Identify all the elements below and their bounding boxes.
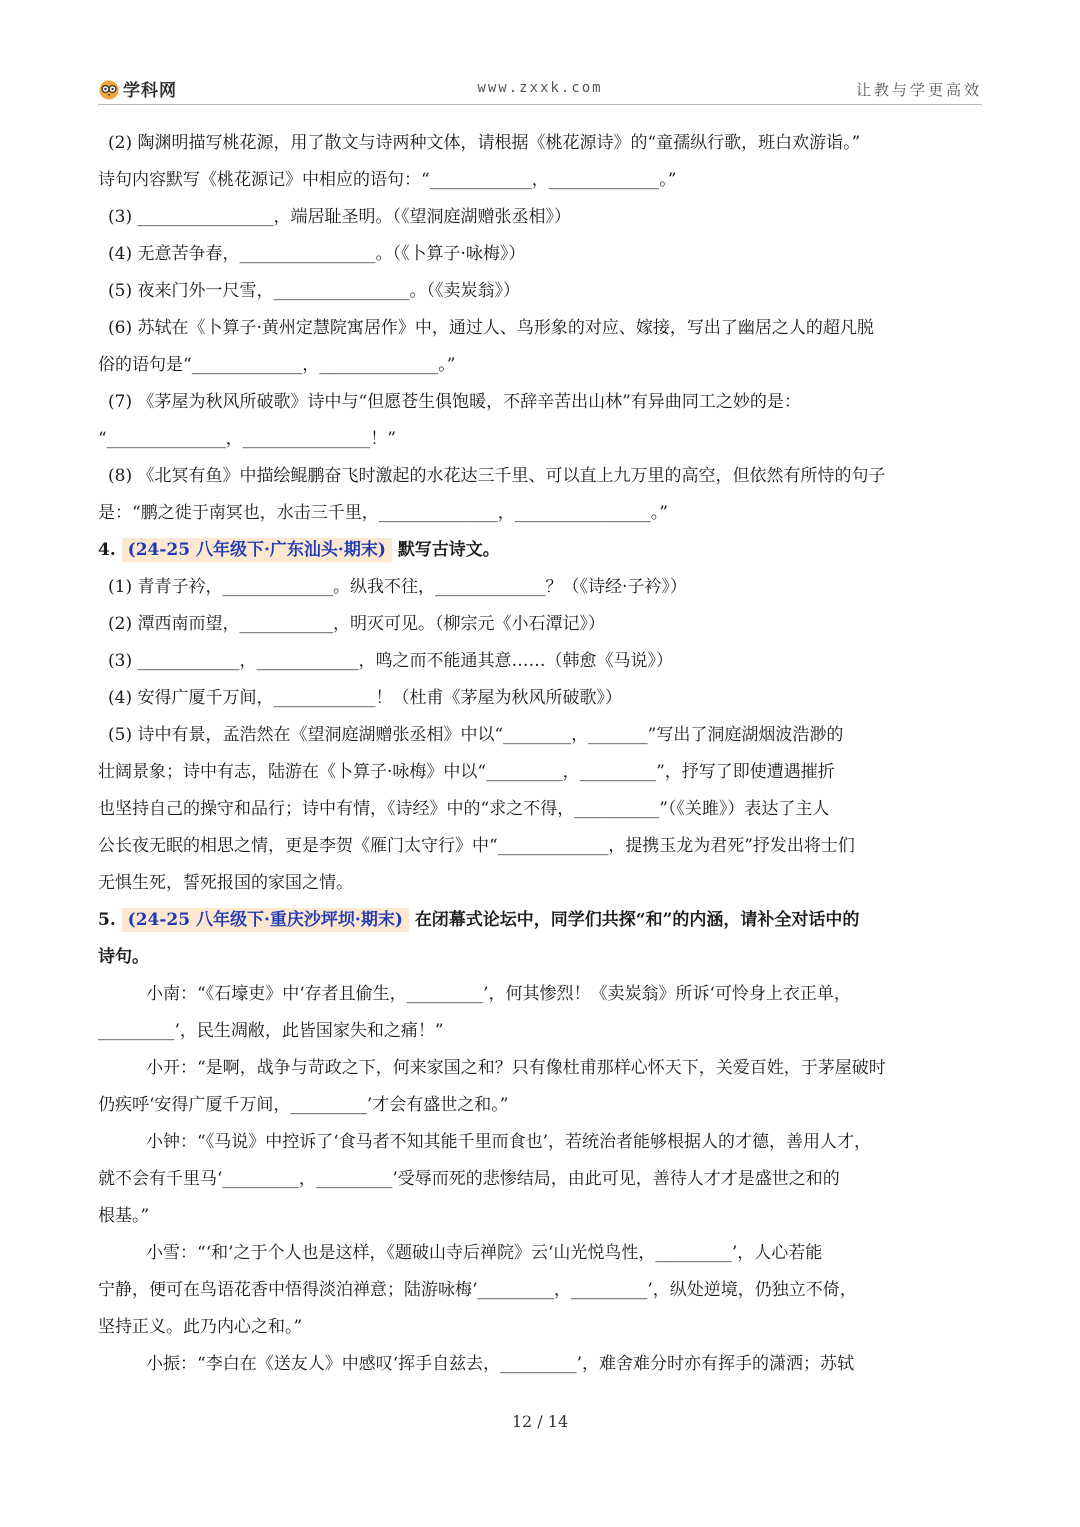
text-line: (5) 夜来门外一尺雪，________________。（《卖炭翁》） [108,281,520,301]
site-url: www.zxxk.com [477,80,603,96]
text-line: 就不会有千里马‘_________，_________’受辱而死的悲惨结局，由此可见，善待人才才是盛世之和的 [98,1169,840,1189]
text-line: 无惧生死，誓死报国的家国之情。 [98,873,353,893]
text-line: (3) ________________，端居耻圣明。（《望洞庭湖赠张丞相》） [108,207,571,227]
text-line: 小钟：“《马说》中控诉了‘食马者不知其能千里而食也’，若统治者能够根据人的才德，善用人才， [146,1132,871,1152]
document-body [98,125,982,1383]
question-number: 4. [98,540,116,560]
page-number: 12 / 14 [511,1412,569,1431]
text-line: (3) ____________，____________，鸣之而不能通其意……（韩愈《马说》） [108,651,673,671]
text-line: 小开：“是啊，战争与苛政之下，何来家国之和？只有像杜甫那样心怀天下，关爱百姓，于茅屋破时 [146,1058,886,1078]
text-line: “______________，_______________！” [98,429,396,449]
text-line: (6) 苏轼在《卜算子·黄州定慧院寓居作》中，通过人、鸟形象的对应、嫁接，写出了幽居之人的超凡脱 [108,318,874,338]
source-tag: (24-25 八年级下·重庆沙坪坝·期末) [122,908,409,932]
text-line: (5) 诗中有景，孟浩然在《望洞庭湖赠张丞相》中以“________，_______”写出了洞庭湖烟波浩渺的 [108,725,844,745]
text-line: (7) 《茅屋为秋风所破歌》诗中与“但愿苍生俱饱暖，不辞辛苦出山林”有异曲同工之妙的是： [108,392,801,412]
logo-text: 学科网 [123,81,177,101]
page-header [98,74,982,105]
question-number: 5. [98,910,116,930]
text-line: (4) 安得广厦千万间，____________！（杜甫《茅屋为秋风所破歌》） [108,688,622,708]
question-prompt: 默写古诗文。 [397,540,500,560]
text-line: 坚持正义。此乃内心之和。” [98,1317,303,1337]
text-line: 是：“鹏之徙于南冥也，水击三千里，______________，________________。” [98,503,668,523]
text-line: (2) 陶渊明描写桃花源，用了散文与诗两种文体，请根据《桃花源诗》的“童孺纵行歌，班白欢游诣。” [108,133,861,153]
text-line: (4) 无意苦争春，________________。（《卜算子·咏梅》） [108,244,526,264]
text-line: (2) 潭西南而望，___________，明灭可见。（柳宗元《小石潭记》） [108,614,605,634]
question-4-heading [98,532,982,569]
slogan: 让教与学更高效 [855,81,982,99]
text-line: 公长夜无眠的相思之情，更是李贺《雁门太守行》中“_____________，提携玉龙为君死”抒发出将士们 [98,836,855,856]
text-line: (8) 《北冥有鱼》中描绘鲲鹏奋飞时激起的水花达三千里、可以直上九万里的高空，但依然有所恃的句子 [108,466,886,486]
text-line: 仍疾呼‘安得广厦千万间，_________’才会有盛世之和。” [98,1095,509,1115]
question-prompt: 在闭幕式论坛中，同学们共探“和”的内涵，请补全对话中的 [414,910,860,930]
text-line: 壮阔景象；诗中有志，陆游在《卜算子·咏梅》中以“_________，_________”，抒写了即使遭遇摧折 [98,762,835,782]
text-line: 也坚持自己的操守和品行；诗中有情，《诗经》中的“求之不得，__________”（《关雎》）表达了主人 [98,799,830,819]
text-line: 根基。” [98,1206,150,1226]
text-line: 宁静，便可在鸟语花香中悟得淡泊禅意；陆游咏梅‘_________，_________’，纵处逆境，仍独立不倚， [98,1280,857,1300]
question-5-heading [98,902,982,939]
text-line: 小南：“《石壕吏》中‘存者且偷生，_________’，何其惨烈！《卖炭翁》所诉‘可怜身上衣正单， [146,984,851,1004]
text-line: 小振：“李白在《送友人》中感叹‘挥手自兹去，_________’，难舍难分时亦有挥手的潇洒；苏轼 [146,1354,854,1374]
text-line: 小雪：“‘和’之于个人也是这样，《题破山寺后禅院》云‘山光悦鸟性，_________’，人心若能 [146,1243,823,1263]
text-line: _________’，民生凋敝，此皆国家失和之痛！” [98,1021,444,1041]
text-line: (1) 青青子衿，_____________。纵我不往，_____________？（《诗经·子衿》） [108,577,687,597]
source-tag: (24-25 八年级下·广东汕头·期末) [122,538,392,562]
text-line: 俗的语句是“_____________，______________。” [98,355,456,375]
text-line: 诗句。 [98,947,149,967]
text-line: 诗句内容默写《桃花源记》中相应的语句：“____________，_____________。” [98,170,677,190]
